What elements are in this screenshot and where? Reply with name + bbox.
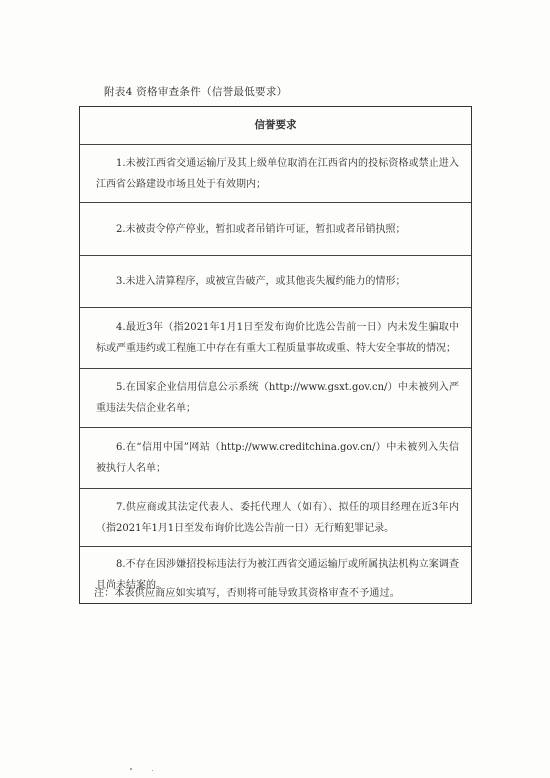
table-row <box>80 255 471 307</box>
table-header-label: 信誉要求 <box>254 119 297 131</box>
requirement-item-4: 4.最近3年（指2021年1月1日至发布询价比选公告前一日）内未发生骗取中标或严重违约或工程施工中存在有重大工程质量事故或重、特大安全事故的情况； <box>96 322 459 354</box>
footnote: 注：本表供应商应如实填写，否则将可能导致其资格审查不予通过。 <box>94 588 400 599</box>
table-row <box>80 307 471 368</box>
scan-speck <box>130 768 132 770</box>
requirement-item-1: 1.未被江西省交通运输厅及其上级单位取消在江西省内的投标资格或禁止进入江西省公路建设市场且处于有效期内； <box>96 157 459 190</box>
table-row <box>80 144 471 202</box>
table-header <box>80 107 471 144</box>
scan-speck <box>152 770 153 771</box>
requirement-item-7: 7.供应商或其法定代表人、委托代理人（如有）、拟任的项目经理在近3年内（指2021年1月1日至发布询价比选公告前一日）无行贿犯罪记录。 <box>96 501 459 534</box>
requirement-item-8: 8.不存在因涉嫌招投标违法行为被江西省交通运输厅或所属执法机构立案调查且尚未结案的。 <box>96 559 459 591</box>
requirement-item-3: 3.未进入清算程序，或被宣告破产，或其他丧失履约能力的情形； <box>116 276 406 287</box>
requirements-table <box>79 106 472 604</box>
requirement-item-5: 5.在国家企业信用信息公示系统（http://www.gsxt.gov.cn/）中未被列入严重违法失信企业名单； <box>96 382 459 414</box>
table-row <box>80 488 471 546</box>
requirement-item-2: 2.未被责令停产停业，暂扣或者吊销许可证，暂扣或者吊销执照； <box>116 223 406 235</box>
table-row <box>80 368 471 427</box>
table-row <box>80 202 471 255</box>
document-title: 附表4 资格审查条件（信誉最低要求） <box>104 86 288 98</box>
table-row <box>80 427 471 488</box>
requirement-item-6: 6.在“信用中国”网站（http://www.creditchina.gov.cn/）中未被列入失信被执行人名单； <box>96 442 459 474</box>
